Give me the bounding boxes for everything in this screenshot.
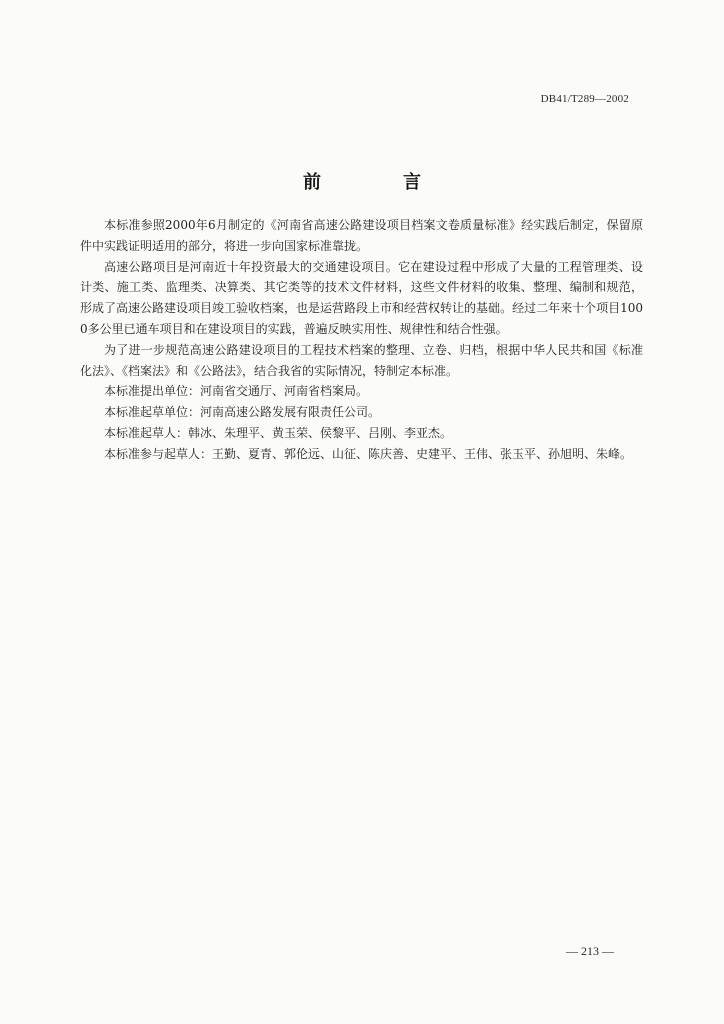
page-number: — 213 — <box>566 944 614 958</box>
paragraph-basis: 本标准参照2000年6月制定的《河南省高速公路建设项目档案文卷质量标准》经实践后制定，保留原件中实践证明适用的部分，将进一步向国家标准靠拢。 <box>80 218 643 253</box>
paragraph-proposer: 本标准提出单位：河南省交通厅、河南省档案局。 <box>104 384 369 399</box>
standard-code: DB41/T289—2002 <box>540 93 629 105</box>
paragraph-participants: 本标准参与起草人：王勤、夏青、郭伦远、山征、陈庆善、史建平、王伟、张玉平、孙旭明、朱峰。 <box>104 446 633 461</box>
preface-body <box>80 215 643 465</box>
page-title: 前 言 <box>303 172 453 193</box>
paragraph-background: 高速公路项目是河南近十年投资最大的交通建设项目。它在建设过程中形成了大量的工程管理类、设计类、施工类、监理类、决算类、其它类等的技术文件材料，这些文件材料的收集、整理、编制和规范，形成了高速公路建设项目竣工验收档案，也是运营路段上市和经营权转让的基础。经过二年来十个项目1000多公里已通车项目和在建设项目的实践，普遍反映实用性、规律性和结合性强。 <box>80 259 643 336</box>
paragraph-purpose: 为了进一步规范高速公路建设项目的工程技术档案的整理、立卷、归档，根据中华人民共和国《标准化法》、《档案法》和《公路法》，结合我省的实际情况，特制定本标准。 <box>80 342 643 378</box>
paragraph-drafters: 本标准起草人：韩冰、朱理平、黄玉荣、侯黎平、吕刚、李亚杰。 <box>104 425 453 440</box>
paragraph-drafting-unit: 本标准起草单位：河南高速公路发展有限责任公司。 <box>104 405 381 420</box>
